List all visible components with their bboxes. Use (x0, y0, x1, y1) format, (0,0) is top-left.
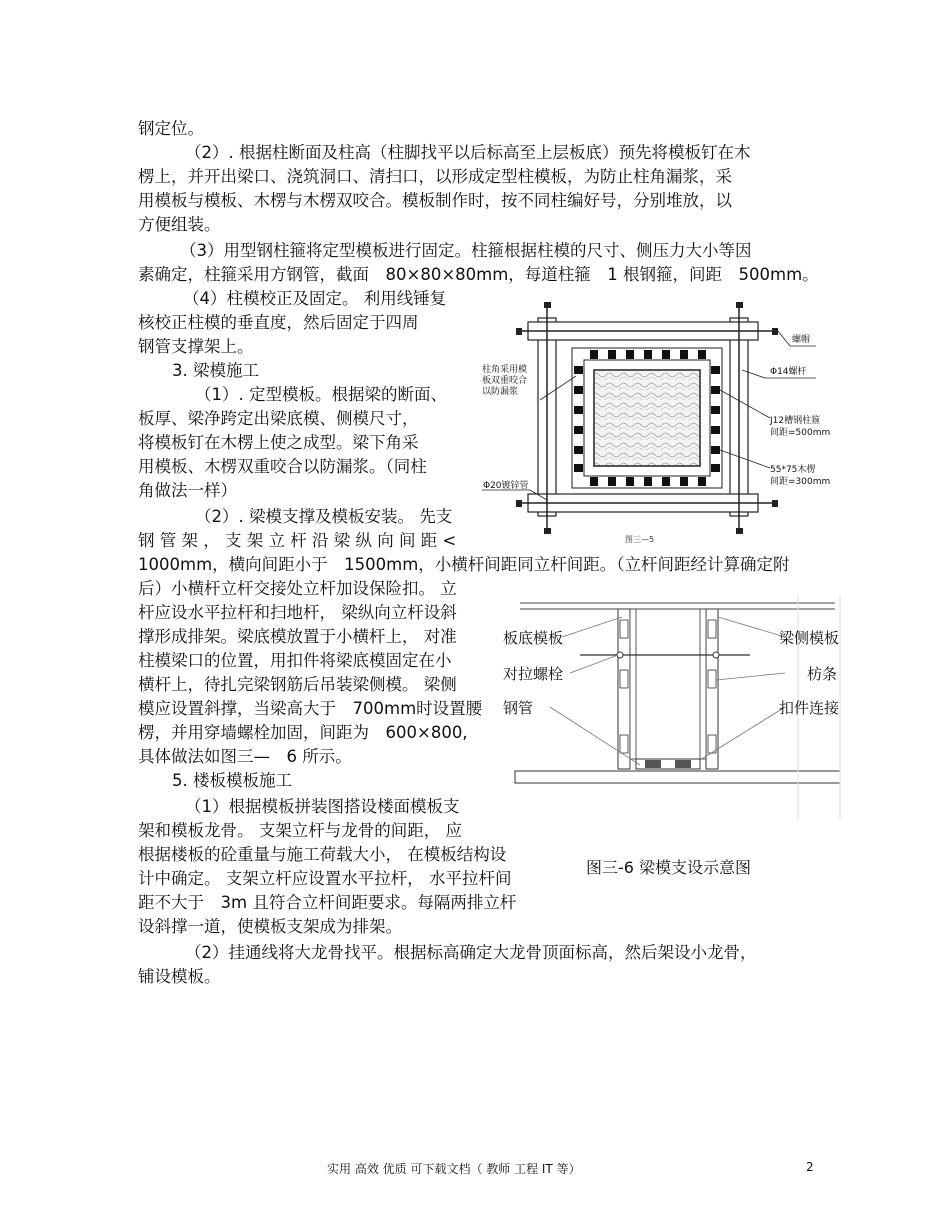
body-line: 距不大于 3m 且符合立杆间距要求。每隔两排立杆 (138, 893, 517, 912)
body-line: 后）小横杆立杆交接处立杆加设保险扣。 立 (138, 579, 457, 598)
body-line: 角做法一样） (138, 481, 237, 500)
fig6-label-bottom-form: 板底模板 (503, 629, 564, 647)
body-line: 杆应设水平拉杆和扫地杆， 梁纵向立杆设斜 (138, 603, 457, 622)
page-number: 2 (806, 1160, 814, 1174)
body-line: 板厚、梁净跨定出梁底模、侧模尺寸， (138, 409, 419, 428)
body-line: （3）用型钢柱箍将定型模板进行固定。柱箍根据柱模的尺寸、侧压力大小等因 (180, 241, 752, 260)
body-line: 柱模梁口的位置，用扣件将梁底模固定在小 (138, 651, 452, 670)
body-line: 铺设模板。 (138, 967, 221, 986)
body-line: 钢管支撑架上。 (138, 337, 254, 356)
body-line: 楞上，并开出梁口、浇筑洞口、清扫口，以形成定型柱模板，为防止柱角漏浆，采 (138, 167, 732, 186)
body-line: 楞，并用穿墙螺栓加固，间距为 600×800, (138, 723, 468, 742)
body-line: （2）. 根据柱断面及柱高（柱脚找平以后标高至上层板底）预先将模板钉在木 (185, 143, 751, 162)
body-line: 设斜撑一道，使模板支架成为排架。 (138, 917, 402, 936)
body-line: （2）挂通线将大龙骨找平。根据标高确定大龙骨顶面标高，然后架设小龙骨， (185, 943, 757, 962)
fig5-label-rod: Φ14螺杆 (770, 367, 807, 377)
body-line: （4）柱模校正及固定。 利用线锤复 (183, 289, 447, 308)
body-line: 用模板与模板、木楞与木楞双咬合。模板制作时，按不同柱编好号，分别堆放，以 (138, 191, 732, 210)
body-line: 将模板钉在木楞上使之成型。梁下角采 (138, 433, 419, 452)
fig6-label-coupler: 扣件连接 (779, 699, 840, 717)
body-line: 1000mm，横向间距小于 1500mm，小横杆间距同立杆间距。（立杆间距经计算确定附 (138, 555, 790, 574)
body-line: 钢定位。 (138, 119, 204, 138)
body-line: 模应设置斜撑，当梁高大于 700mm时设置腰 (138, 699, 483, 718)
body-line: 方便组装。 (138, 215, 221, 234)
body-line: 素确定，柱箍采用方钢管，截面 80×80×80mm，每道柱箍 1 根钢箍，间距 500mm。 (138, 265, 819, 284)
fig6-label-batten: 枋条 (807, 665, 838, 683)
fig5-label-channel-spacing: 间距=500mm (770, 428, 831, 438)
body-line: 用模板、木楞双重咬合以防漏浆。（同柱 (138, 457, 427, 476)
body-line: 5. 楼板模板施工 (172, 771, 292, 790)
body-line: 计中确定。 支架立杆应设置水平拉杆， 水平拉杆间 (138, 869, 512, 888)
fig5-label-corner: 柱角采用模 板双重咬合 以防漏浆 (482, 365, 528, 397)
body-line: 撑形成排架。梁底模放置于小横杆上， 对准 (138, 627, 457, 646)
figure-3-5 (480, 290, 820, 550)
body-line: 具体做法如图三— 6 所示。 (138, 747, 352, 766)
body-line: 架和模板龙骨。 支架立杆与龙骨的间距， 应 (138, 821, 462, 840)
body-line: 核校正柱模的垂直度，然后固定于四周 (138, 313, 419, 332)
fig5-label-nut: 螺帽 (792, 335, 811, 345)
body-line: 根据楼板的砼重量与施工荷载大小， 在模板结构设 (138, 845, 507, 864)
fig6-label-steel-pipe: 钢管 (503, 699, 534, 717)
body-line: （1）. 定型模板。根据梁的断面、 (195, 385, 447, 404)
body-line: （2）. 梁模支撑及模板安装。 先支 (195, 507, 453, 526)
fig6-caption: 图三-6 梁模支设示意图 (586, 858, 752, 877)
body-line: （1）根据模板拼装图搭设楼面模板支 (185, 797, 460, 816)
column-core (594, 370, 700, 466)
fig5-label-batten-spacing: 间距=300mm (770, 477, 831, 487)
footer-text: 实用 高效 优质 可下载文档（ 教师 工程 IT 等） (327, 1162, 581, 1176)
fig5-label-batten: 55*75木楞 (770, 465, 816, 475)
body-line: 3. 梁模施工 (172, 361, 259, 380)
fig5-caption: 图三—5 (625, 535, 655, 544)
fig5-label-channel: J12槽钢柱箍 (770, 416, 821, 426)
fig6-label-tie-bolt: 对拉螺栓 (503, 665, 564, 683)
body-line: 钢 管 架 ， 支 架 立 杆 沿 梁 纵 向 间 距 < (138, 531, 457, 550)
fig6-label-side-form: 梁侧模板 (779, 629, 840, 647)
body-line: 横杆上，待扎完梁钢筋后吊装梁侧模。 梁侧 (138, 675, 457, 694)
fig5-label-pipe: Φ20镀锌管 (483, 481, 529, 491)
